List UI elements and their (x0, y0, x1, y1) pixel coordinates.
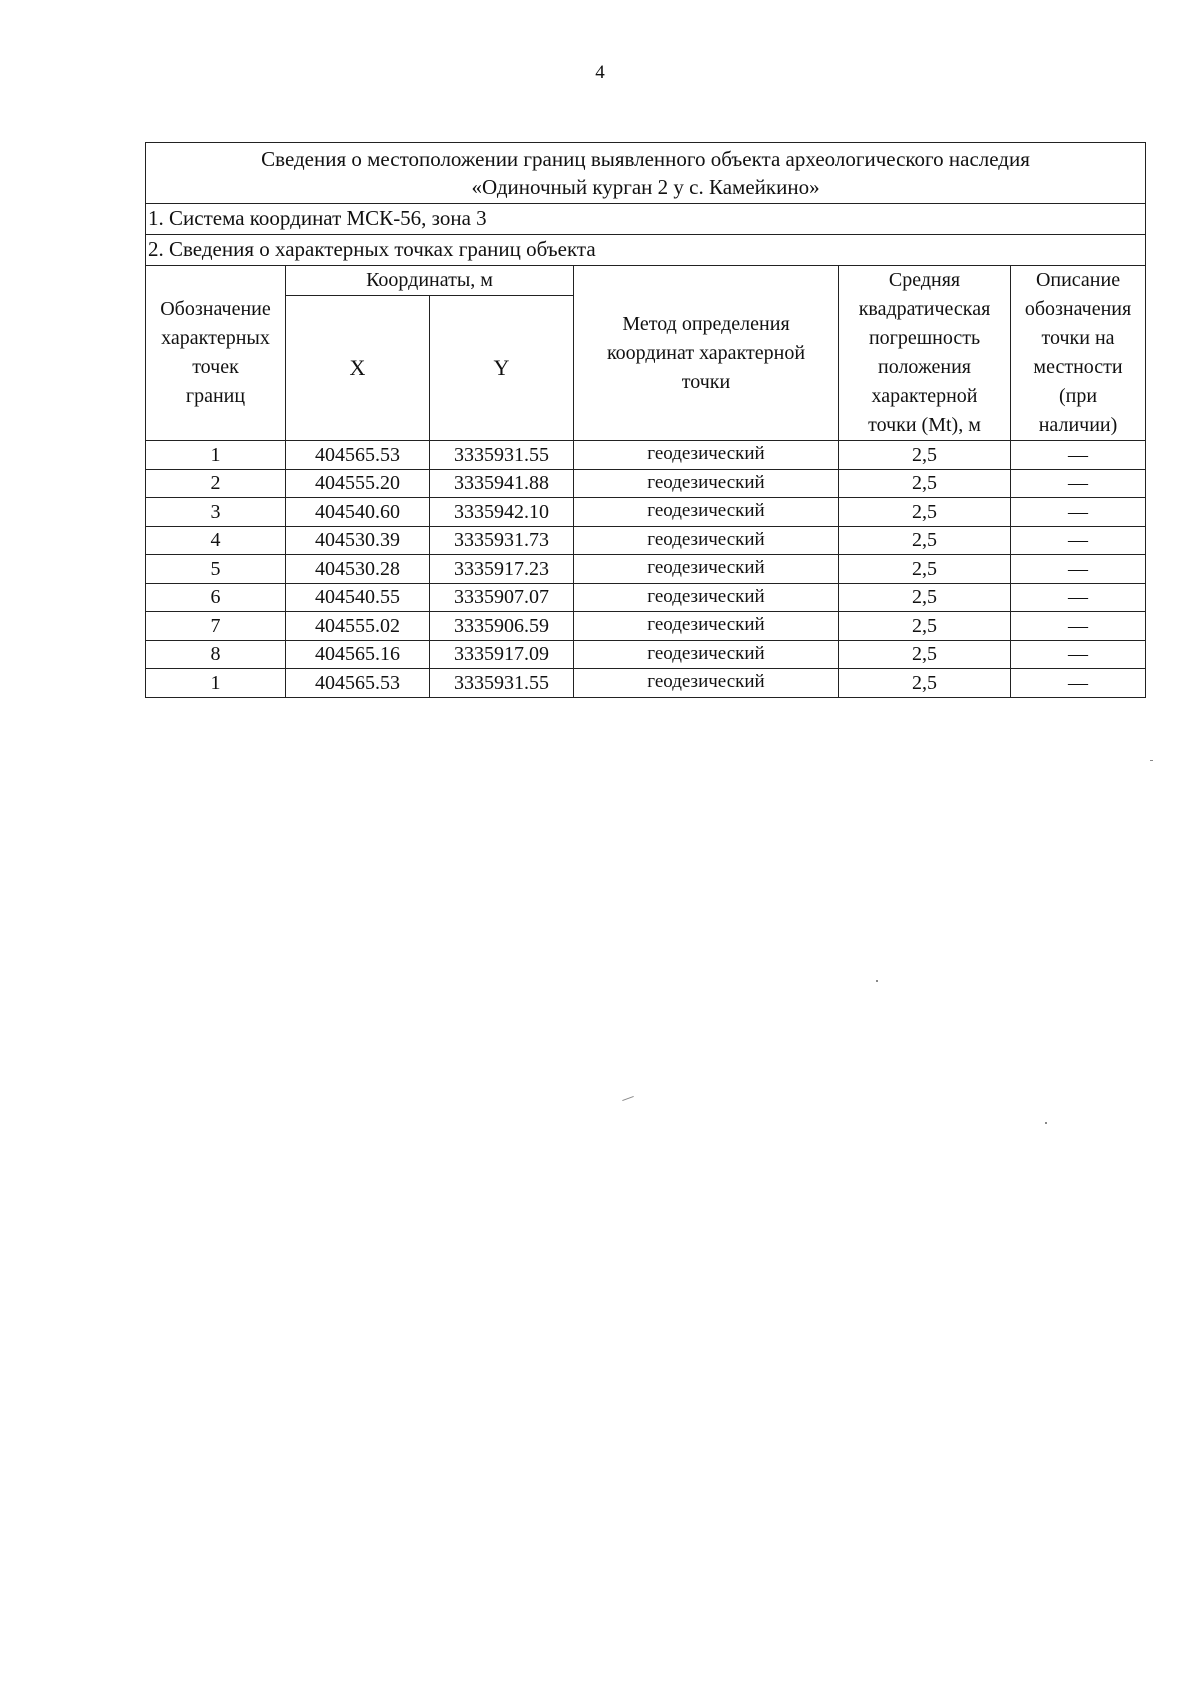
y-cell: 3335917.09 (430, 640, 574, 669)
header-line: наличии) (1038, 414, 1118, 436)
point-cell: 1 (146, 669, 286, 698)
error-cell: 2,5 (839, 469, 1011, 498)
method-cell: геодезический (574, 526, 839, 555)
header-line: Метод определения (622, 312, 790, 335)
table-row (146, 469, 1146, 498)
table-row (146, 526, 1146, 555)
header-line: местности (1033, 356, 1123, 378)
x-cell: 404555.20 (286, 469, 430, 498)
header-line: точки (681, 370, 731, 393)
table-row (146, 441, 1146, 470)
x-cell: 404530.28 (286, 555, 430, 584)
x-cell: 404530.39 (286, 526, 430, 555)
dash-mark: — (1068, 529, 1089, 552)
y-cell: 3335931.73 (430, 526, 574, 555)
dash-mark: — (1068, 443, 1089, 466)
error-cell: 2,5 (839, 612, 1011, 641)
header-line: положения (878, 356, 971, 378)
description-cell (1011, 640, 1146, 669)
y-header: Y (430, 296, 574, 441)
method-header (574, 266, 839, 441)
y-cell: 3335931.55 (430, 441, 574, 470)
method-cell: геодезический (574, 612, 839, 641)
header-line: Обозначение (160, 298, 271, 320)
method-cell: геодезический (574, 498, 839, 527)
header-line: (при (1058, 385, 1098, 407)
point-cell: 5 (146, 555, 286, 584)
header-line: точки (Mt), м (868, 414, 981, 436)
point-cell: 7 (146, 612, 286, 641)
header-line: характерных (161, 327, 270, 349)
dash-mark: — (1068, 557, 1089, 580)
y-cell: 3335942.10 (430, 498, 574, 527)
point-cell: 3 (146, 498, 286, 527)
table-title-line-2: «Одиночный курган 2 у с. Камейкино» (471, 175, 820, 199)
header-line: характерной (871, 385, 978, 407)
y-cell: 3335906.59 (430, 612, 574, 641)
mean-square-error-header (839, 266, 1011, 441)
header-line: границ (185, 385, 246, 407)
dash-mark: — (1068, 614, 1089, 637)
dash-mark: — (1068, 671, 1089, 694)
error-cell: 2,5 (839, 555, 1011, 584)
dash-mark: — (1068, 472, 1089, 495)
boundary-points-section-row: 2. Сведения о характерных точках границ объекта (146, 235, 1146, 266)
point-cell: 6 (146, 583, 286, 612)
header-line: Описание (1035, 269, 1121, 291)
method-cell: геодезический (574, 583, 839, 612)
table-row (146, 612, 1146, 641)
error-cell: 2,5 (839, 583, 1011, 612)
header-line: точки на (1041, 327, 1115, 349)
dash-mark: — (1068, 643, 1089, 666)
description-cell (1011, 469, 1146, 498)
header-line: погрешность (868, 327, 981, 349)
header-line: Средняя (888, 269, 961, 291)
header-line: квадратическая (858, 298, 991, 320)
header-line: точек (192, 356, 239, 378)
method-cell: геодезический (574, 640, 839, 669)
method-cell: геодезический (574, 555, 839, 584)
point-description-header (1011, 266, 1146, 441)
coordinates-header: Координаты, м (286, 266, 574, 296)
header-line: обозначения (1024, 298, 1132, 320)
description-cell (1011, 555, 1146, 584)
point-cell: 1 (146, 441, 286, 470)
error-cell: 2,5 (839, 640, 1011, 669)
method-cell: геодезический (574, 669, 839, 698)
point-label-header (146, 266, 286, 441)
coordinate-system-row: 1. Система координат МСК-56, зона 3 (146, 204, 1146, 235)
error-cell: 2,5 (839, 498, 1011, 527)
description-cell (1011, 612, 1146, 641)
point-cell: 2 (146, 469, 286, 498)
table-title (146, 143, 1146, 204)
x-cell: 404540.55 (286, 583, 430, 612)
scan-speck (876, 980, 878, 982)
description-cell (1011, 498, 1146, 527)
method-cell: геодезический (574, 441, 839, 470)
table-row (146, 555, 1146, 584)
y-cell: 3335931.55 (430, 669, 574, 698)
table-row (146, 640, 1146, 669)
description-cell (1011, 669, 1146, 698)
boundary-coordinates-table (145, 142, 1146, 698)
y-cell: 3335907.07 (430, 583, 574, 612)
y-cell: 3335941.88 (430, 469, 574, 498)
scan-speck (1150, 760, 1153, 761)
dash-mark: — (1068, 586, 1089, 609)
scan-speck (1045, 1122, 1047, 1124)
method-cell: геодезический (574, 469, 839, 498)
table-row (146, 669, 1146, 698)
error-cell: 2,5 (839, 669, 1011, 698)
table-row (146, 583, 1146, 612)
error-cell: 2,5 (839, 441, 1011, 470)
x-header: X (286, 296, 430, 441)
description-cell (1011, 583, 1146, 612)
table-title-line-1: Сведения о местоположении границ выявленного объекта археологического наследия (261, 146, 1030, 171)
x-cell: 404565.53 (286, 441, 430, 470)
point-cell: 4 (146, 526, 286, 555)
x-cell: 404565.53 (286, 669, 430, 698)
scan-speck (622, 1096, 634, 1101)
page-number: 4 (595, 62, 605, 83)
point-cell: 8 (146, 640, 286, 669)
x-cell: 404540.60 (286, 498, 430, 527)
description-cell (1011, 526, 1146, 555)
y-cell: 3335917.23 (430, 555, 574, 584)
table-row (146, 498, 1146, 527)
x-cell: 404565.16 (286, 640, 430, 669)
description-cell (1011, 441, 1146, 470)
x-cell: 404555.02 (286, 612, 430, 641)
dash-mark: — (1068, 500, 1089, 523)
header-line: координат характерной (606, 341, 806, 364)
error-cell: 2,5 (839, 526, 1011, 555)
